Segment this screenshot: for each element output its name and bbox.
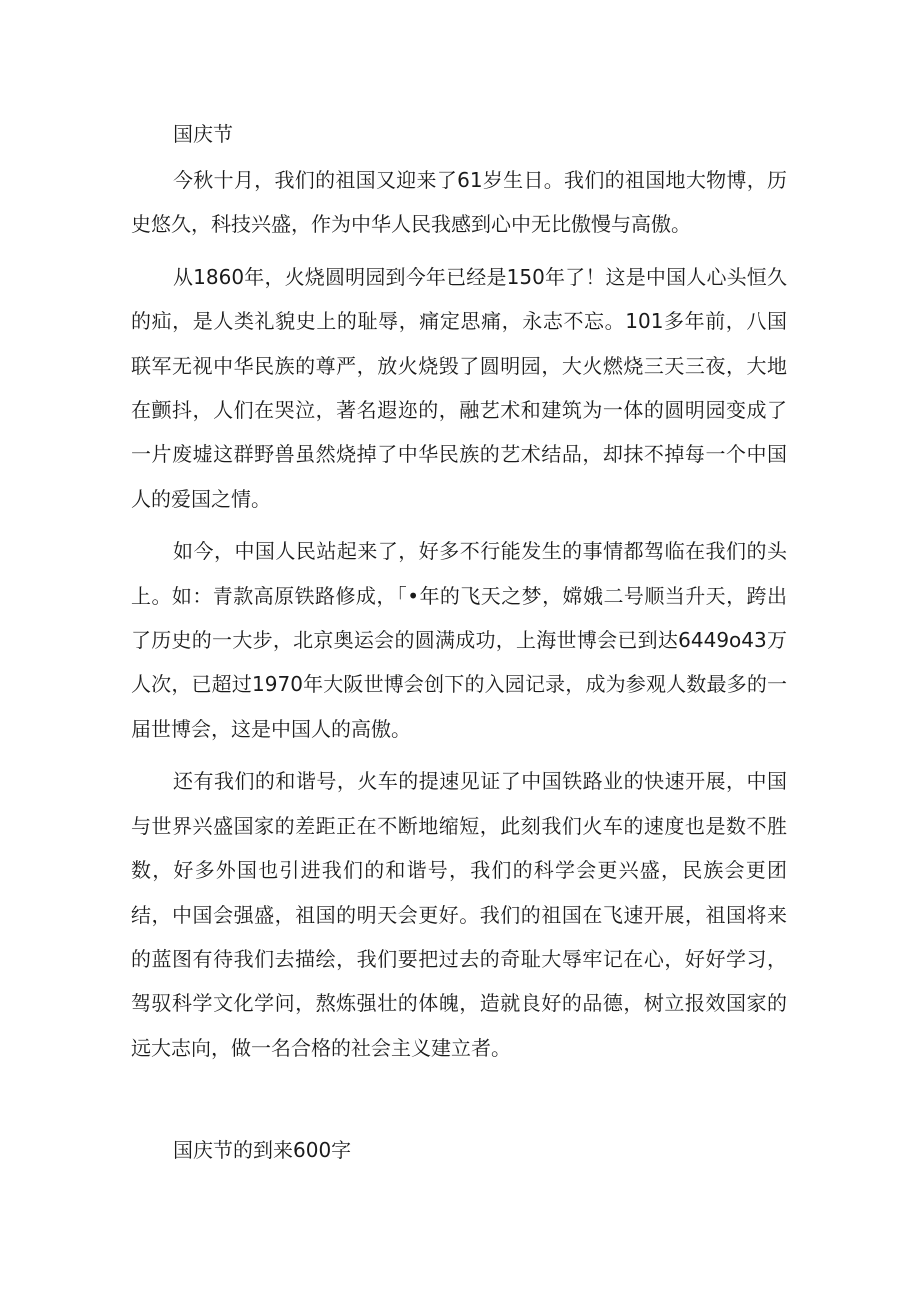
paragraph-3: 如今，中国人民站起来了，好多不行能发生的事情都驾临在我们的头上。如：青款高原铁路修成，「•年的飞天之梦，嫦娥二号顺当升天，跨出了历史的一大步，北京奥运会的圆满成功，上海世博会已到达6449o43万人次，已超过1970年大阪世博会创下的入园记录，成为参观人数最多的一届世博会，这是中国人的高傲。 — [131, 539, 787, 741]
paragraph-4: 还有我们的和谐号，火车的提速见证了中国铁路业的快速开展，中国与世界兴盛国家的差距正在不断地缩短，此刻我们火车的速度也是数不胜数，好多外国也引进我们的和谐号，我们的科学会更兴盛，民族会更团结，中国会强盛，祖国的明天会更好。我们的祖国在飞速开展，祖国将来的蓝图有待我们去描绘，我们要把过去的奇耻大辱牢记在心，好好学习，驾驭科学文化学问，熬炼强壮的体魄，造就良好的品德，树立报效国家的远大志向，做一名合格的社会主义建立者。 — [131, 769, 787, 1060]
document-body — [131, 158, 787, 1070]
paragraph-1: 今秋十月，我们的祖国又迎来了61岁生日。我们的祖国地大物博，历史悠久，科技兴盛，作为中华人民我感到心中无比傲慢与高傲。 — [131, 168, 787, 237]
paragraph-2: 从1860年，火烧圆明园到今年已经是150年了！这是中国人心头恒久的疝，是人类礼貌史上的耻辱，痛定思痛，永志不忘。101多年前，八国联军无视中华民族的尊严，放火烧毁了圆明园，大火燃烧三天三夜，大地在颤抖，人们在哭泣，著名遐迩的，融艺术和建筑为一体的圆明园变成了一片废墟这群野兽虽然烧掉了中华民族的艺术结品，却抹不掉每一个中国人的爱国之情。 — [131, 264, 787, 511]
next-section-title: 国庆节的到来600字 — [173, 1138, 352, 1162]
document-title: 国庆节 — [173, 122, 233, 146]
